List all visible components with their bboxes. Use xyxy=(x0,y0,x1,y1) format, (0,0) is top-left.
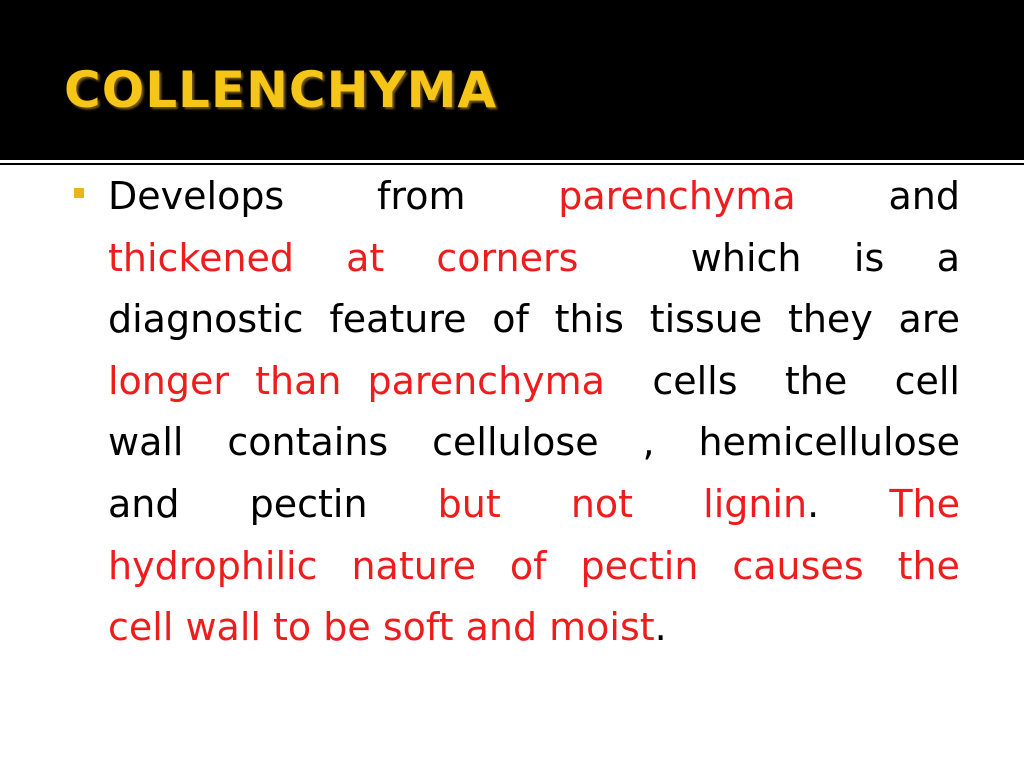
text-word xyxy=(703,474,819,536)
bullet-paragraph xyxy=(108,166,960,659)
highlight-text: of xyxy=(509,543,547,588)
highlight-text: but xyxy=(437,481,501,526)
text-word: , xyxy=(642,420,655,465)
text-word: cells xyxy=(652,358,738,403)
highlight-text: parenchyma xyxy=(558,174,796,218)
text-word: contains xyxy=(227,420,389,465)
text-line xyxy=(108,351,960,413)
text-word: a xyxy=(936,235,960,280)
text-line xyxy=(108,166,960,228)
highlight-text: thickened at corners xyxy=(108,235,579,280)
text-line xyxy=(108,228,960,290)
text-line xyxy=(108,597,960,659)
text-line xyxy=(108,474,960,536)
text-line xyxy=(108,289,960,351)
highlight-text: longer than parenchyma xyxy=(108,358,605,403)
text-word: Develops xyxy=(108,174,285,218)
text-word: the xyxy=(784,358,848,403)
text-word: they xyxy=(787,297,873,342)
text-word: which xyxy=(690,235,802,280)
text-word: tissue xyxy=(649,297,763,342)
highlight-text: pectin xyxy=(580,543,699,588)
highlight-text: causes xyxy=(732,543,864,588)
slide-title: COLLENCHYMA xyxy=(64,61,498,119)
text-line xyxy=(108,412,960,474)
text-word: and xyxy=(108,481,180,526)
text-word: are xyxy=(898,297,960,342)
highlight-text: hydrophilic xyxy=(108,543,318,588)
title-divider xyxy=(0,160,1024,165)
period: . xyxy=(807,481,820,526)
text-word: hemicellulose xyxy=(698,420,960,465)
text-word: and xyxy=(888,174,960,218)
text-word: diagnostic xyxy=(108,297,304,342)
title-bar xyxy=(0,0,1024,160)
highlight-text: not xyxy=(570,481,634,526)
text-word: of xyxy=(492,297,529,342)
highlight-text: lignin xyxy=(703,481,808,526)
highlight-text: The xyxy=(889,481,960,526)
highlight-text: the xyxy=(897,543,960,588)
text-line xyxy=(108,536,960,598)
text-word: this xyxy=(554,297,624,342)
period: . xyxy=(654,605,667,650)
text-word: cell xyxy=(894,358,960,403)
text-word: feature xyxy=(329,297,467,342)
text-word: pectin xyxy=(249,481,368,526)
highlight-text: cell wall to be soft and moist xyxy=(108,605,655,650)
text-word: cellulose xyxy=(432,420,599,465)
text-word: wall xyxy=(108,420,184,465)
text-word: from xyxy=(377,174,466,218)
highlight-text: nature xyxy=(351,543,476,588)
bullet-square-icon xyxy=(74,188,84,198)
text-word: is xyxy=(853,235,885,280)
